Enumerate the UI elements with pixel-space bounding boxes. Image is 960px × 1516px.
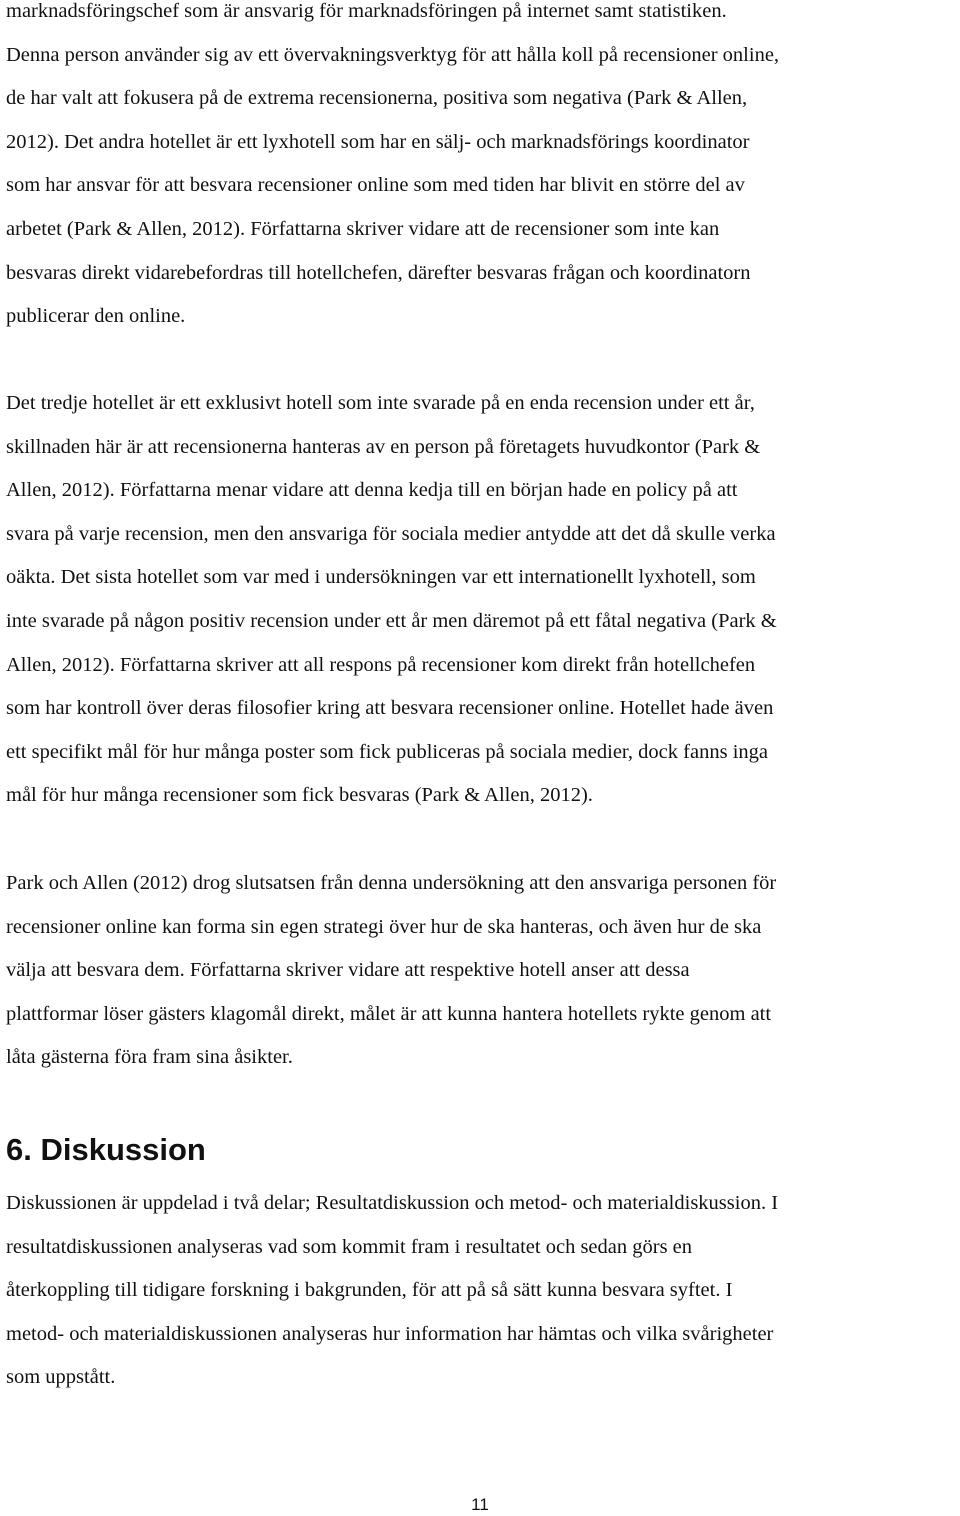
text-line: ett specifikt mål för hur många poster som fick publiceras på sociala medier, dock fanns inga [6, 740, 768, 763]
text-line: marknadsföringschef som är ansvarig för marknadsföringen på internet samt statistiken. [6, 0, 727, 22]
text-line: Allen, 2012). Författarna menar vidare att denna kedja till en början hade en policy på att [6, 479, 738, 502]
text-line: 2012). Det andra hotellet är ett lyxhotell som har en sälj- och marknadsförings koordinator [6, 130, 750, 153]
paragraph-hotels-three-four [6, 382, 777, 818]
text-line: arbetet (Park & Allen, 2012). Författarna skriver vidare att de recensioner som inte kan [6, 217, 720, 240]
text-line: resultatdiskussionen analyseras vad som kommit fram i resultatet och sedan görs en [6, 1235, 693, 1258]
text-line: besvaras direkt vidarebefordras till hotellchefen, därefter besvaras frågan och koordinatorn [6, 261, 751, 284]
text-line: som uppstått. [6, 1366, 116, 1389]
text-line: recensioner online kan forma sin egen strategi över hur de ska hanteras, och även hur de ska [6, 915, 762, 938]
text-line: svara på varje recension, men den ansvariga för sociala medier antydde att det då skulle verka [6, 522, 776, 545]
text-line: plattformar löser gästers klagomål direkt, målet är att kunna hantera hotellets rykte genom att [6, 1002, 772, 1025]
text-line: skillnaden här är att recensionerna hanteras av en person på företagets huvudkontor (Park & [6, 435, 761, 458]
text-line: oäkta. Det sista hotellet som var med i undersökningen var ett internationellt lyxhotell, som [6, 566, 756, 589]
page-number: 11 [471, 1495, 489, 1514]
paragraph-hotels-one-two [6, 0, 779, 339]
text-line: de har valt att fokusera på de extrema recensionerna, positiva som negativa (Park & Allen, [6, 87, 748, 110]
text-line: publicerar den online. [6, 305, 186, 328]
text-line: metod- och materialdiskussionen analyseras hur information har hämtas och vilka svårigheter [6, 1322, 774, 1345]
text-line: som har ansvar för att besvara recensioner online som med tiden har blivit en större del av [6, 174, 745, 197]
text-line: Allen, 2012). Författarna skriver att all respons på recensioner kom direkt från hotellchefen [6, 653, 756, 676]
text-line: Diskussionen är uppdelad i två delar; Resultatdiskussion och metod- och materialdiskussion. I [6, 1192, 779, 1214]
text-line: återkoppling till tidigare forskning i bakgrunden, för att på så sätt kunna besvara syftet. I [6, 1279, 733, 1302]
paragraph-discussion-intro [6, 1182, 778, 1400]
text-line: som har kontroll över deras filosofier kring att besvara recensioner online. Hotellet hade även [6, 697, 774, 720]
paragraph-conclusion [6, 862, 776, 1080]
text-line: inte svarade på någon positiv recension under ett år men däremot på ett fåtal negativa (Park & [6, 609, 777, 632]
text-line: Park och Allen (2012) drog slutsatsen från denna undersökning att den ansvariga personen för [6, 872, 777, 894]
section-heading: 6. Diskussion [6, 1132, 206, 1167]
text-line: Denna person använder sig av ett övervakningsverktyg för att hålla koll på recensioner online, [6, 43, 780, 66]
text-line: välja att besvara dem. Författarna skriver vidare att respektive hotell anser att dessa [6, 959, 690, 982]
text-line: mål för hur många recensioner som fick besvaras (Park & Allen, 2012). [6, 784, 593, 807]
text-line: låta gästerna föra fram sina åsikter. [6, 1046, 293, 1069]
text-line: Det tredje hotellet är ett exklusivt hotell som inte svarade på en enda recension under ett år, [6, 392, 755, 414]
